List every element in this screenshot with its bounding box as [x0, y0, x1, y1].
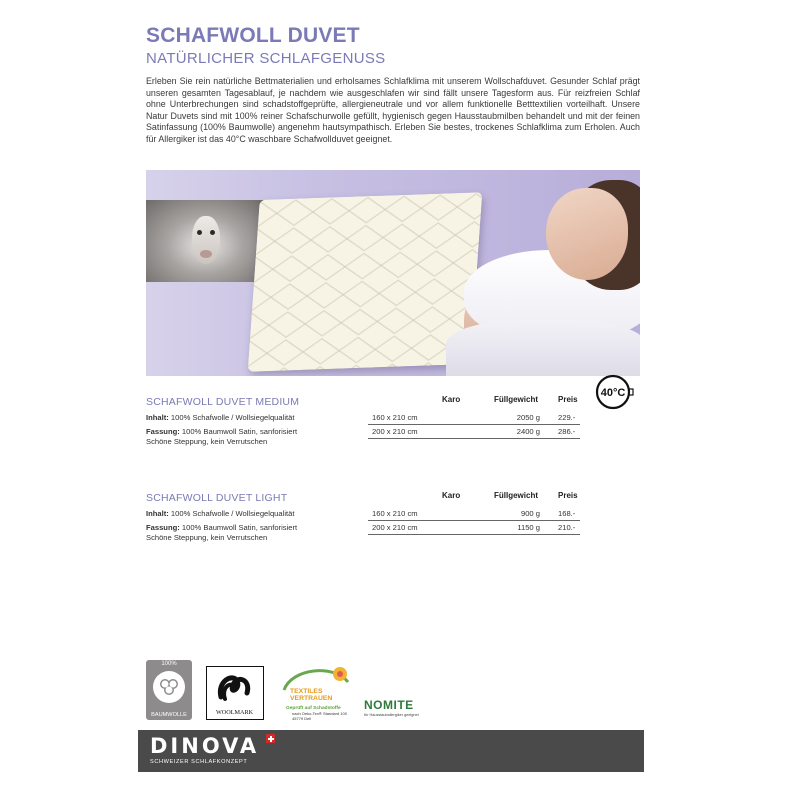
oeko-line1: TEXTILES	[290, 688, 323, 695]
oeko-tested: Geprüft auf Schadstoffe	[286, 706, 341, 711]
oeko-details	[292, 712, 347, 721]
row-divider	[368, 438, 580, 439]
woolmark-text: WOOLMARK	[215, 709, 254, 716]
weight-value: 2400 g	[516, 427, 540, 436]
cotton-logo	[146, 660, 192, 720]
sheep-face	[192, 216, 220, 264]
inhalt-label: Inhalt:	[146, 509, 169, 518]
brand-footer	[138, 730, 644, 772]
fassung-label: Fassung:	[146, 427, 180, 436]
swiss-cross-icon	[266, 734, 275, 743]
price-value: 229.-	[558, 413, 576, 422]
size-value: 160 x 210 cm	[372, 413, 418, 422]
oeko-line2: VERTRAUEN	[290, 695, 333, 702]
content-label	[146, 413, 294, 422]
wash-40c-icon	[593, 372, 635, 412]
fassung	[146, 427, 297, 436]
price-value: 168.-	[558, 509, 576, 518]
row-divider	[368, 520, 580, 521]
oeko-standard: nach Oeko-Tex® Standard 100	[292, 711, 347, 716]
bed-cover	[446, 320, 640, 376]
certification-logos	[146, 660, 446, 726]
sheep-eye	[210, 230, 215, 235]
nomite-text: NOMITE	[364, 698, 414, 712]
oeko-title	[290, 688, 332, 702]
fassung-extra: Schöne Steppung, kein Verrutschen	[146, 533, 268, 542]
page-title: SCHAFWOLL DUVET	[146, 24, 360, 47]
price-value: 286.-	[558, 427, 576, 436]
row-divider	[368, 534, 580, 535]
size-value: 160 x 210 cm	[372, 509, 418, 518]
fassung-text: 100% Baumwoll Satin, sanforisiert	[181, 427, 298, 436]
column-header-fuellgewicht: Füllgewicht	[494, 491, 538, 500]
cotton-flower-icon	[153, 671, 185, 703]
nomite-subtext: für Hausstauballergiker geeignet	[364, 713, 419, 717]
wash-temperature: 40°C	[600, 387, 626, 399]
cotton-label: BAUMWOLLE	[151, 712, 187, 718]
product-title: SCHAFWOLL DUVET MEDIUM	[146, 396, 300, 408]
fassung-extra: Schöne Steppung, kein Verrutschen	[146, 437, 268, 446]
brand-name: DINOVA	[150, 734, 260, 758]
weight-value: 2050 g	[516, 413, 540, 422]
weight-value: 1150 g	[517, 523, 540, 532]
oeko-institute: Dell	[304, 715, 312, 721]
woolmark-icon	[207, 667, 262, 705]
sheep-eye	[197, 230, 202, 235]
inhalt-text: 100% Schafwolle / Wollsiegelqualität	[170, 413, 295, 422]
row-divider	[368, 424, 580, 425]
inhalt-label: Inhalt:	[146, 413, 169, 422]
sheep-nose	[200, 250, 212, 258]
column-header-karo: Karo	[442, 395, 461, 404]
column-header-karo: Karo	[442, 491, 461, 500]
inhalt-text: 100% Schafwolle / Wollsiegelqualität	[170, 509, 295, 518]
product-title: SCHAFWOLL DUVET LIGHT	[146, 492, 288, 504]
oeko-tex-logo	[278, 662, 360, 722]
woolmark-logo	[206, 666, 264, 720]
sheep-photo	[146, 200, 264, 282]
size-value: 200 x 210 cm	[372, 427, 418, 436]
brand-tagline: SCHWEIZER SCHLAFKONZEPT	[150, 759, 248, 765]
cotton-percent: 100%	[161, 661, 177, 667]
intro-paragraph: Erleben Sie rein natürliche Bettmaterialien und erholsames Schlafklima mit unserem Wollschafduvet. Gesunder Schlaf prägt unseren gesamten Tagesablauf, je nachdem wie ausgeschlafen wir sind fällt unsere Tagesform aus. Für reizfreien Schlaf ohne Unterbrechungen sind schadstoffgeprüfte, allergieneutrale und vor allem funktionelle Betttextilien vorteilhaft. Unsere Natur Duvets sind mit 100% reiner Schafschurwolle gefüllt, hygienisch gegen Hausstaubmilben behandelt und mit der feinen Satinfassung (100% Baumwolle) angenehm hautsympathisch. Erleben Sie bestes, trockenes Schlafklima zum Erholen. Auch für Allergiker ist das 40°C waschbare Schafwollduvet geeignet.	[146, 76, 640, 144]
page-subtitle: NATÜRLICHER SCHLAFGENUSS	[146, 50, 386, 67]
fassung-text: 100% Baumwoll Satin, sanforisiert	[181, 523, 298, 532]
fassung	[146, 523, 297, 532]
hero-image	[146, 170, 640, 376]
price-value: 210.-	[558, 523, 576, 532]
sleeping-woman-face	[546, 188, 628, 280]
weight-value: 900 g	[520, 509, 540, 518]
content-label	[146, 509, 294, 518]
nomite-logo	[364, 698, 444, 717]
column-header-preis: Preis	[558, 395, 578, 404]
column-header-fuellgewicht: Füllgewicht	[494, 395, 538, 404]
size-value: 200 x 210 cm	[372, 523, 418, 532]
oeko-number: 45779	[292, 715, 304, 721]
fassung-label: Fassung:	[146, 523, 180, 532]
column-header-preis: Preis	[558, 491, 578, 500]
